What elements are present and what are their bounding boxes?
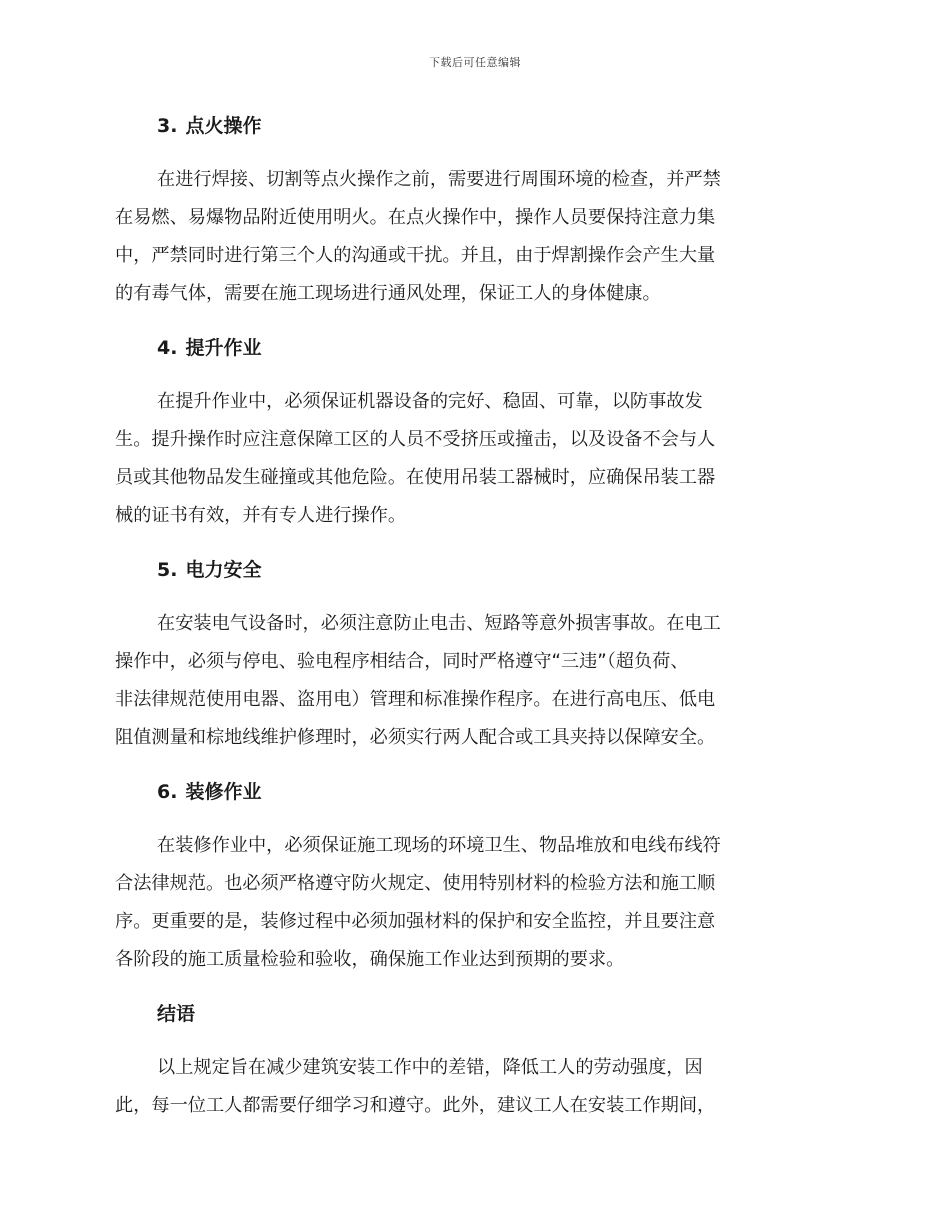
- section-number: 4.: [157, 337, 178, 359]
- paragraph-line: 在装修作业中，必须保证施工现场的环境卫生、物品堆放和电线布线符: [157, 835, 721, 856]
- section-heading: [115, 328, 833, 368]
- paragraph-line: 在安装电气设备时，必须注意防止电击、短路等意外损害事故。在电工: [157, 613, 721, 634]
- section-number: 3.: [157, 115, 178, 137]
- paragraph: [115, 383, 833, 535]
- paragraph-line: 在进行焊接、切割等点火操作之前，需要进行周围环境的检查，并严禁: [157, 169, 721, 190]
- section-number: 6.: [157, 781, 178, 803]
- paragraph: [115, 1049, 833, 1125]
- paragraph-line: 中，严禁同时进行第三个人的沟通或干扰。并且，由于焊割操作会产生大量: [115, 245, 716, 266]
- paragraph-line: 在易燃、易爆物品附近使用明火。在点火操作中，操作人员要保持注意力集: [115, 207, 716, 228]
- paragraph-line: 非法律规范使用电器、盗用电）管理和标准操作程序。在进行高电压、低电: [115, 689, 716, 710]
- section-electrical-safety: [115, 550, 833, 757]
- paragraph-line: 序。更重要的是，装修过程中必须加强材料的保护和安全监控，并且要注意: [115, 911, 716, 932]
- paragraph-line: 操作中，必须与停电、验电程序相结合，同时严格遵守“三违”（超负荷、: [115, 651, 689, 672]
- section-heading: [115, 994, 833, 1034]
- paragraph-line: 此，每一位工人都需要仔细学习和遵守。此外，建议工人在安装工作期间，: [115, 1095, 716, 1116]
- paragraph-line: 合法律规范。也必须严格遵守防火规定、使用特别材料的检验方法和施工顺: [115, 873, 716, 894]
- section-heading: [115, 772, 833, 812]
- paragraph: [115, 605, 833, 757]
- section-heading: [115, 550, 833, 590]
- section-heading: [115, 106, 833, 146]
- paragraph-line: 阻值测量和棕地线维护修理时，必须实行两人配合或工具夹持以保障安全。: [115, 727, 716, 748]
- section-title: 提升作业: [185, 337, 262, 359]
- paragraph: [115, 827, 833, 979]
- paragraph-line: 生。提升操作时应注意保障工区的人员不受挤压或撞击，以及设备不会与人: [115, 429, 716, 450]
- section-lifting-work: [115, 328, 833, 535]
- section-title: 点火操作: [185, 115, 262, 137]
- paragraph-line: 各阶段的施工质量检验和验收，确保施工作业达到预期的要求。: [115, 949, 625, 970]
- paragraph-line: 员或其他物品发生碰撞或其他危险。在使用吊装工器械时，应确保吊装工器: [115, 467, 716, 488]
- section-title: 装修作业: [185, 781, 262, 803]
- paragraph-line: 以上规定旨在减少建筑安装工作中的差错，降低工人的劳动强度，因: [157, 1057, 703, 1078]
- section-title: 电力安全: [185, 559, 262, 581]
- section-fire-operation: [115, 106, 833, 313]
- page-header: 下载后可任意编辑: [429, 56, 521, 69]
- section-title: 结语: [157, 1003, 196, 1025]
- paragraph: [115, 161, 833, 313]
- paragraph-line: 的有毒气体，需要在施工现场进行通风处理，保证工人的身体健康。: [115, 283, 661, 304]
- section-conclusion: [115, 994, 833, 1125]
- section-decoration-work: [115, 772, 833, 979]
- document-body: [115, 106, 833, 1140]
- section-number: 5.: [157, 559, 178, 581]
- paragraph-line: 在提升作业中，必须保证机器设备的完好、稳固、可靠，以防事故发: [157, 391, 703, 412]
- paragraph-line: 械的证书有效，并有专人进行操作。: [115, 505, 407, 526]
